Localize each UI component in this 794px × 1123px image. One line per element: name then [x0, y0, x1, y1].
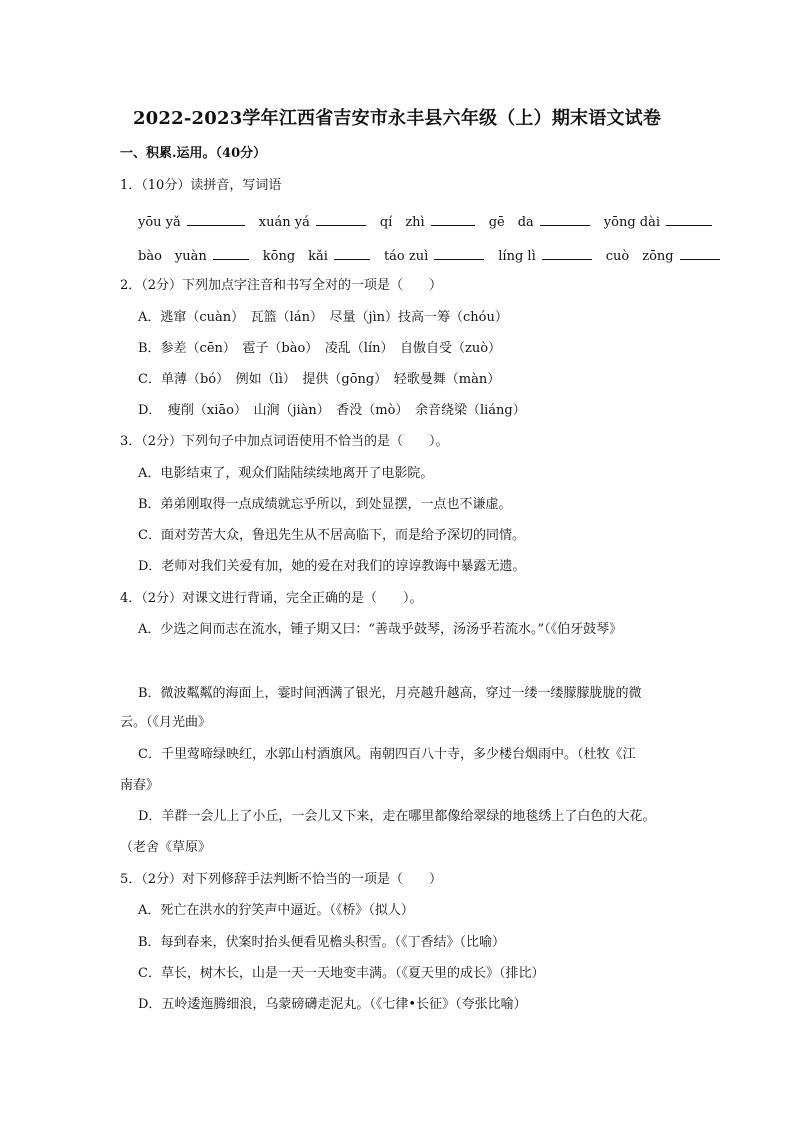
- answer-blank[interactable]: [666, 211, 712, 226]
- question-5-option-a: A．死亡在洪水的狞笑声中逼近。（《桥》（拟人）: [138, 903, 414, 918]
- question-5-option-d: D．五岭逶迤腾细浪，乌蒙磅礴走泥丸。（《七律•长征》（夸张比喻）: [138, 997, 527, 1012]
- answer-blank[interactable]: [540, 211, 590, 226]
- pinyin-word: táo zuì: [383, 249, 429, 264]
- pinyin-word: kōng kǎi: [262, 249, 328, 264]
- question-4-option-b: B．微波粼粼的海面上，霎时间洒满了银光，月亮越升越高，穿过一缕一缕朦朦胧胧的微: [138, 686, 642, 701]
- question-4-option-b-cont: 云。（《月光曲》: [120, 715, 212, 730]
- question-4-option-d-cont: （老舍《草原》: [120, 840, 212, 855]
- question-2-option-d: D． 瘦削（xiāo） 山涧（jiàn） 香没（mò） 余音绕梁（liáng）: [138, 403, 526, 418]
- question-2-option-a: A．逃窜（cuàn） 瓦篮（lán） 尽量（jìn）技高一筹（chóu）: [138, 310, 508, 325]
- pinyin-word: xuán yá: [258, 215, 310, 230]
- question-3-option-c: C．面对劳苦大众，鲁迅先生从不居高临下，而是给予深切的同情。: [138, 528, 525, 543]
- section-heading: 一、积累.运用。（40分）: [120, 146, 267, 161]
- question-3-stem: 3．（2分）下列句子中加点词语使用不恰当的是（ ）。: [120, 434, 449, 449]
- question-2-stem: 2．（2分）下列加点字注音和书写全对的一项是（ ）: [120, 278, 443, 293]
- answer-blank[interactable]: [213, 245, 249, 260]
- pinyin-row-1: [138, 211, 712, 232]
- question-4-option-d: D．羊群一会儿上了小丘，一会儿又下来，走在哪里都像给翠绿的地毯绣上了白色的大花。: [138, 809, 656, 824]
- pinyin-word: cuò zōng: [605, 249, 674, 264]
- question-5-option-c: C．草长，树木长，山是一天一天地变丰满。（《夏天里的成长》（排比）: [138, 966, 545, 981]
- answer-blank[interactable]: [434, 245, 484, 260]
- question-2-option-c: C．单薄（bó） 例如（lì） 提供（gōng） 轻歌曼舞（màn）: [138, 372, 501, 387]
- pinyin-row-2: [138, 245, 720, 266]
- question-5-option-b: B．每到春来，伏案时抬头便看见檐头积雪。（《丁香结》（比喻）: [138, 935, 506, 950]
- question-3-option-a: A．电影结束了，观众们陆陆续续地离开了电影院。: [138, 466, 434, 481]
- question-5-stem: 5．（2分）对下列修辞手法判断不恰当的一项是（ ）: [120, 872, 443, 887]
- question-4-option-a: A．少选之间而志在流水，锺子期又曰：“善哉乎鼓琴，汤汤乎若流水。”（《伯牙鼓琴》: [138, 622, 623, 637]
- page-title: 2022-2023学年江西省吉安市永丰县六年级（上）期末语文试卷: [132, 108, 662, 129]
- question-4-stem: 4．（2分）对课文进行背诵，完全正确的是（ ）。: [120, 591, 423, 606]
- answer-blank[interactable]: [187, 211, 245, 226]
- question-4-option-c-cont: 南春》: [120, 778, 160, 793]
- question-3-option-d: D．老师对我们关爱有加，她的爱在对我们的谆谆教诲中暴露无遗。: [138, 559, 526, 574]
- question-3-option-b: B．弟弟刚取得一点成绩就忘乎所以，到处显摆，一点也不谦虚。: [138, 497, 512, 512]
- pinyin-word: yōu yǎ: [138, 215, 181, 230]
- answer-blank[interactable]: [542, 245, 592, 260]
- pinyin-word: qí zhì: [379, 215, 425, 230]
- pinyin-word: líng lì: [498, 249, 536, 264]
- pinyin-word: yōng dài: [603, 215, 661, 230]
- answer-blank[interactable]: [316, 211, 366, 226]
- question-4-option-c: C．千里莺啼绿映红，水郭山村酒旗风。南朝四百八十寺，多少楼台烟雨中。（杜牧《江: [138, 747, 636, 762]
- pinyin-word: bào yuàn: [138, 249, 207, 264]
- answer-blank[interactable]: [431, 211, 475, 226]
- answer-blank[interactable]: [680, 245, 720, 260]
- question-1-stem: 1．（10分）读拼音，写词语: [120, 178, 282, 193]
- pinyin-word: gē da: [488, 215, 534, 230]
- answer-blank[interactable]: [334, 245, 370, 260]
- question-2-option-b: B．参差（cēn） 雹子（bào） 凌乱（lín） 自傲自受（zuò）: [138, 341, 502, 356]
